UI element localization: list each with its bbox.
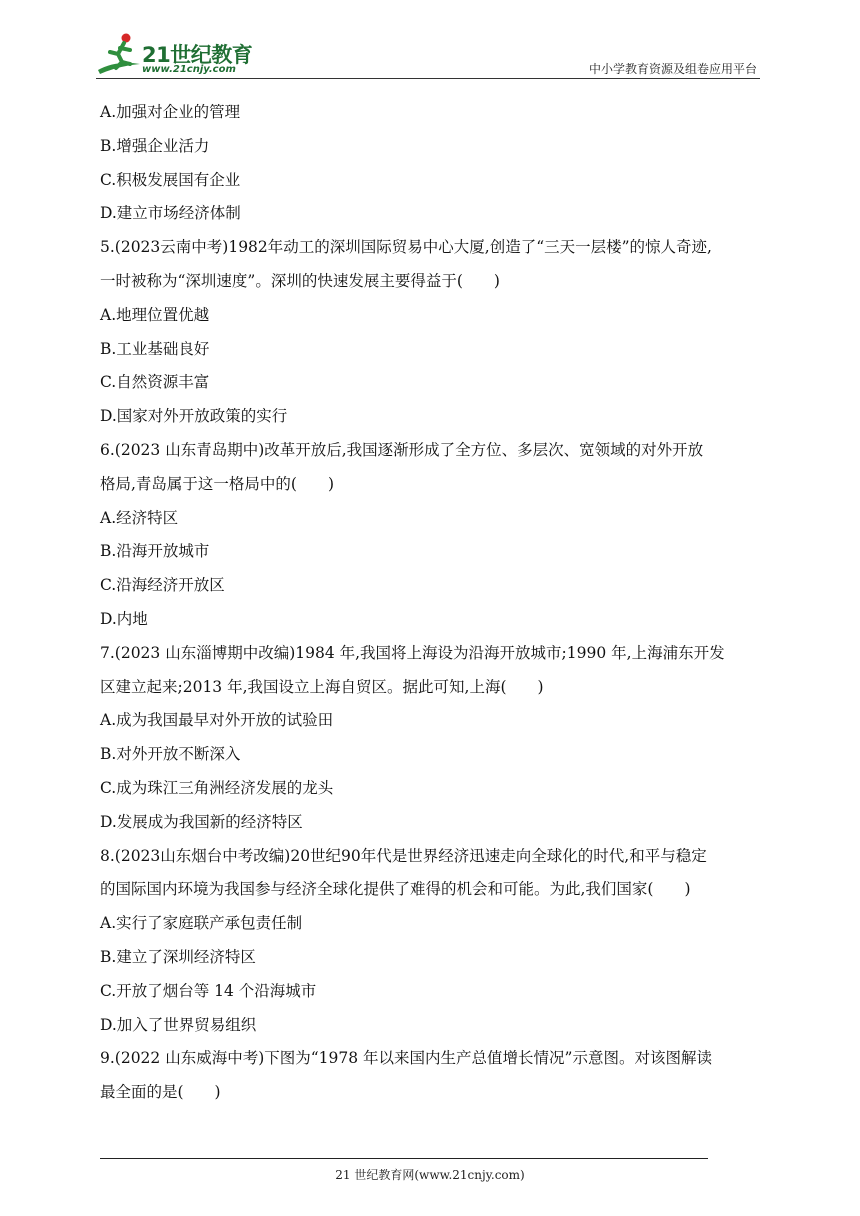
text-line: C.成为珠江三角洲经济发展的龙头 <box>100 778 334 797</box>
text-line: 区建立起来;2013 年,我国设立上海自贸区。据此可知,上海( ) <box>100 677 544 696</box>
logo-text: 21世纪教育 <box>142 43 253 67</box>
page-header <box>0 0 860 80</box>
text-line: A.加强对企业的管理 <box>100 103 241 121</box>
text-line: B.工业基础良好 <box>100 339 210 358</box>
text-line: 的国际国内环境为我国参与经济全球化提供了难得的机会和可能。为此,我们国家( ) <box>100 880 691 899</box>
text-line: A.经济特区 <box>100 508 179 527</box>
page-footer: 21 世纪教育网(www.21cnjy.com) <box>335 1168 525 1182</box>
header-divider <box>96 78 760 79</box>
text-line: 8.(2023山东烟台中考改编)20世纪90年代是世界经济迅速走向全球化的时代,和平与稳定 <box>100 846 707 865</box>
text-line: A.成为我国最早对外开放的试验田 <box>100 711 334 730</box>
text-line: 9.(2022 山东威海中考)下图为“1978 年以来国内生产总值增长情况”示意图。对该图解读 <box>100 1049 712 1068</box>
text-line: C.开放了烟台等 14 个沿海城市 <box>100 981 317 1000</box>
text-line: C.沿海经济开放区 <box>100 576 225 595</box>
text-line: 最全面的是( ) <box>100 1083 221 1102</box>
text-line: D.建立市场经济体制 <box>100 204 241 223</box>
text-line: B.建立了深圳经济特区 <box>100 947 256 966</box>
footer-divider <box>100 1158 708 1159</box>
logo <box>96 30 256 80</box>
runner-logo-icon <box>96 30 144 76</box>
text-line: C.积极发展国有企业 <box>100 170 241 189</box>
text-line: D.内地 <box>100 609 148 628</box>
text-line: A.实行了家庭联产承包责任制 <box>100 914 303 933</box>
text-line: B.增强企业活力 <box>100 136 210 155</box>
logo-url: www.21cnjy.com <box>142 64 236 75</box>
question-content <box>100 96 765 1110</box>
header-platform-label: 中小学教育资源及组卷应用平台 <box>588 62 757 76</box>
text-line: B.对外开放不断深入 <box>100 745 241 764</box>
text-line: A.地理位置优越 <box>100 305 210 324</box>
text-line: 格局,青岛属于这一格局中的( ) <box>100 474 335 493</box>
text-line: D.发展成为我国新的经济特区 <box>100 812 303 831</box>
text-line: D.加入了世界贸易组织 <box>100 1015 257 1034</box>
text-line: 7.(2023 山东淄博期中改编)1984 年,我国将上海设为沿海开放城市;1990 年,上海浦东开发 <box>100 643 725 662</box>
text-line: B.沿海开放城市 <box>100 542 210 561</box>
text-line: 6.(2023 山东青岛期中)改革开放后,我国逐渐形成了全方位、多层次、宽领域的对外开放 <box>100 440 704 459</box>
text-line: 5.(2023云南中考)1982年动工的深圳国际贸易中心大厦,创造了“三天一层楼”的惊人奇迹, <box>100 238 712 257</box>
text-line: D.国家对外开放政策的实行 <box>100 407 288 426</box>
text-line: 一时被称为“深圳速度”。深圳的快速发展主要得益于( ) <box>100 271 500 290</box>
text-line: C.自然资源丰富 <box>100 373 210 392</box>
